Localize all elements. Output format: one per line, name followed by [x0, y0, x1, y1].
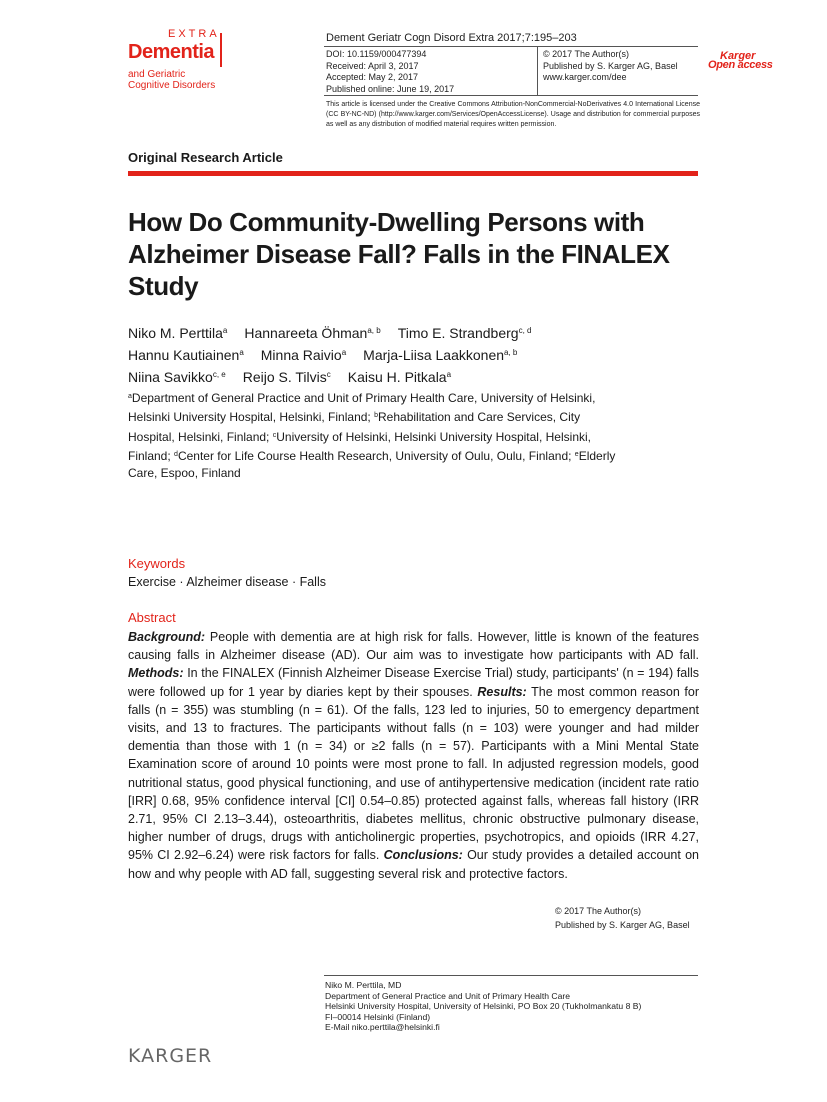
author — [128, 369, 226, 385]
received-date: Received: April 3, 2017 — [326, 60, 419, 71]
author-affiliation-marker: c, e — [212, 370, 226, 379]
keywords-list: Exercise · Alzheimer disease · Falls — [128, 575, 326, 589]
affiliation-marker: d — [174, 450, 178, 458]
license-notice: This article is licensed under the Creative Commons Attribution-NonCommercial-NoDerivatives 4.0 International License (CC BY-NC-ND) (http://www.karger.com/Services/OpenAccessLicense). Usage and distribution for commercial purposes as well as any distribution of modified material requires written permission. — [326, 101, 700, 128]
author-affiliation-marker: a — [239, 348, 244, 357]
header-divider-bottom — [324, 95, 698, 96]
author-row — [128, 343, 698, 365]
abstract-section-text: In the FINALEX (Finnish Alzheimer Disease Exercise Trial) study, participants' (n = 194) falls were followed up for 1 year by diaries kept by their spouses. — [128, 666, 699, 699]
accepted-date: Accepted: May 2, 2017 — [326, 72, 419, 82]
publisher-text: Published by S. Karger AG, Basel — [543, 60, 678, 71]
author-affiliation-marker: a, b — [504, 348, 518, 357]
affiliation-text: University of Helsinki, Helsinki University Hospital, Helsinki, Finland; — [128, 429, 591, 463]
published-date: Published online: June 19, 2017 — [326, 83, 455, 94]
author — [128, 347, 244, 363]
author-name: Hannareeta Öhman — [244, 325, 368, 341]
abstract-copyright-text: © 2017 The Author(s) — [555, 906, 642, 916]
author-name: Timo E. Strandberg — [397, 325, 519, 341]
abstract-section-label: Conclusions: — [383, 848, 463, 863]
correspondence-address: Helsinki University Hospital, University of Helsinki, PO Box 20 (Tukholmankatu 8 B) — [325, 1001, 642, 1011]
correspondence-block — [325, 980, 641, 1033]
header-divider-top — [324, 46, 698, 47]
abstract-publisher-text: Published by S. Karger AG, Basel — [555, 920, 690, 930]
author-name: Hannu Kautiainen — [128, 347, 240, 363]
author-name: Reijo S. Tilvis — [242, 369, 327, 385]
footer-divider — [324, 975, 698, 976]
affiliation-text: Elderly Care, Espoo, Finland — [128, 448, 616, 481]
article-type: Original Research Article — [128, 150, 283, 165]
journal-citation: Dement Geriatr Cogn Disord Extra 2017;7:195–203 — [326, 32, 577, 44]
header-copyright — [543, 49, 678, 84]
journal-logo-name: Dementia — [128, 41, 215, 63]
header-divider-vertical — [537, 46, 538, 95]
affiliation-marker: b — [374, 412, 378, 420]
abstract-section-label: Results: — [477, 684, 527, 699]
author-affiliation-marker: a — [222, 326, 228, 335]
author — [398, 325, 532, 341]
author — [261, 347, 346, 363]
affiliation-text: Center for Life Course Health Research, University of Oulu, Oulu, Finland; — [177, 448, 575, 463]
doi[interactable]: DOI: 10.1159/000477394 — [326, 49, 427, 59]
author-name: Kaisu H. Pitkala — [347, 369, 447, 385]
author-list — [128, 321, 698, 387]
author — [244, 325, 380, 341]
abstract-section-label: Background: — [128, 630, 206, 644]
open-access-logo-text: Open access — [708, 59, 773, 71]
open-access-logo-karger: Karger — [720, 50, 756, 62]
author-name: Niina Savikko — [128, 369, 213, 385]
journal-logo-extra: EXTRA — [168, 28, 220, 40]
journal-website-link[interactable]: www.karger.com/dee — [543, 72, 627, 82]
author-affiliation-marker: c, d — [518, 326, 532, 335]
abstract-heading: Abstract — [128, 610, 176, 625]
author-affiliation-marker: a — [341, 348, 347, 357]
author-row — [128, 321, 698, 343]
abstract-section-label: Methods: — [128, 666, 184, 681]
affiliation-text: Department of General Practice and Unit of Primary Health Care, University of Helsinki, Helsinki University Hospital, Helsinki, Finland; — [128, 391, 596, 425]
abstract-copyright — [555, 904, 690, 932]
author — [128, 325, 227, 341]
abstract-section-text: People with dementia are at high risk for falls. However, little is known of the features causing falls in Alzheimer disease (AD). Our aim was to investigate how participants with AD fall. — [128, 630, 699, 663]
author-affiliation-marker: a — [446, 370, 452, 379]
keywords-heading: Keywords — [128, 556, 186, 571]
article-dates — [326, 49, 454, 95]
article-title: How Do Community-Dwelling Persons with Alzheimer Disease Fall? Falls in the FINALEX Study — [128, 207, 670, 301]
abstract-section-text: Our study provides a detailed account on how and why people with AD fall, suggesting several risk and protective factors. — [128, 848, 699, 881]
author-row — [128, 365, 698, 387]
author-affiliation-marker: c — [326, 370, 331, 379]
copyright-text: © 2017 The Author(s) — [543, 49, 630, 59]
correspondence-name: Niko M. Perttila, MD — [325, 980, 402, 990]
affiliation-marker: c — [272, 431, 277, 439]
open-access-logo — [708, 50, 788, 76]
abstract-section-text: The most common reason for falls (n = 355) was stumbling (n = 61). Of the falls, 123 led to injuries, 50 to emergency department visits, and 13 to fractures. The participants without falls (n = 103) were younger and had milder dementia than those with 1 (n = 34) or ≥2 falls (n = 57). Participants with a Mini Mental State Examination score of around 10 points were most prone to fall. In adjusted regression models, good nutritional status, good physical functioning, and use of antihypertensive medication (incident rate ratio [IRR] 0.68, 95% confidence interval [CI] 0.54–0.85) protected against falls, whereas fall history (IRR 2.71, 95% CI 2.13–3.44), osteoarthritis, diabetes mellitus, chronic obstructive pulmonary disease, higher number of drugs, drugs with anticholinergic properties, psychotropics, and opioids (IRR 4.27, 95% CI 2.92–6.24) were risk factors for falls. — [128, 684, 699, 863]
journal-logo-subtitle: and Geriatric Cognitive Disorders — [128, 69, 216, 91]
author-affiliation-marker: a, b — [367, 326, 381, 335]
abstract-body — [128, 628, 699, 883]
karger-logo: KARGER — [128, 1045, 213, 1067]
author-name: Marja-Liisa Laakkonen — [363, 347, 505, 363]
journal-logo-bar — [220, 33, 222, 67]
author-name: Minna Raivio — [260, 347, 342, 363]
author-name: Niko M. Perttila — [128, 325, 223, 341]
article-type-rule — [128, 171, 698, 176]
journal-logo — [128, 28, 228, 98]
affiliation-marker: a — [128, 393, 132, 400]
correspondence-city: FI–00014 Helsinki (Finland) — [325, 1011, 431, 1022]
affiliation-text: Rehabilitation and Care Services, City Hospital, Helsinki, Finland; — [128, 410, 581, 444]
author — [348, 369, 451, 385]
correspondence-dept: Department of General Practice and Unit of Primary Health Care — [325, 990, 571, 1001]
correspondence-email[interactable]: E-Mail niko.perttila@helsinki.fi — [325, 1022, 440, 1032]
author — [243, 369, 331, 385]
affiliation-marker: e — [574, 450, 579, 458]
author — [363, 347, 517, 363]
affiliations — [128, 388, 628, 482]
